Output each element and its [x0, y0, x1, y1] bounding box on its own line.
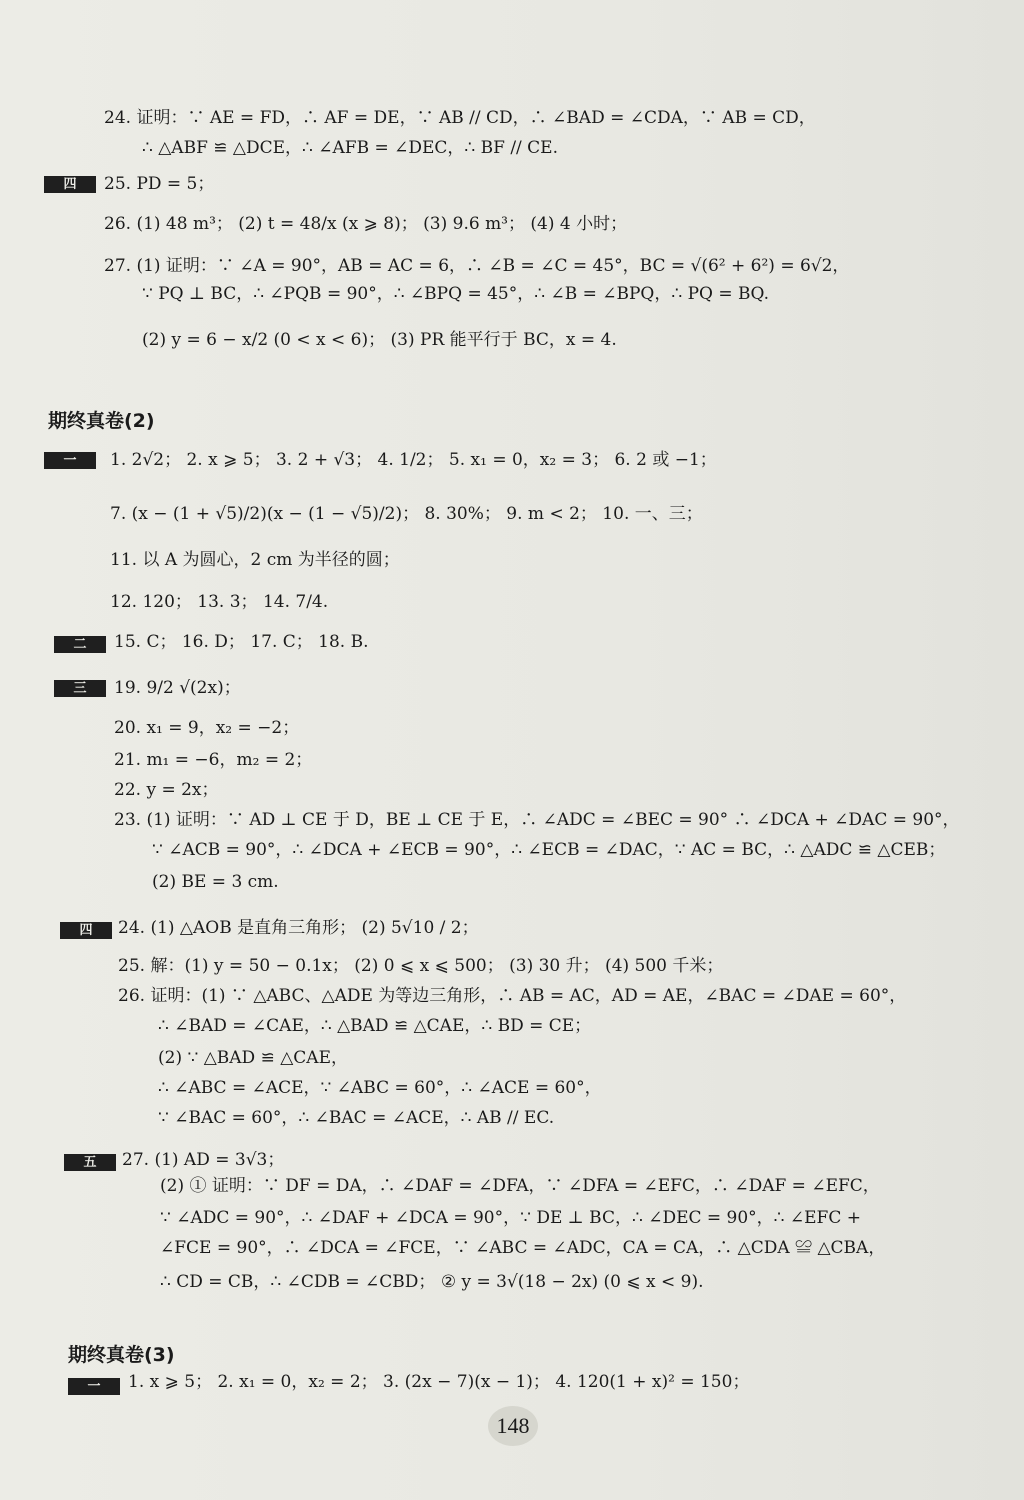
answer-27-line-3: (2) y = 6 − x/2 (0 < x < 6)； (3) PR 能平行于 BC，x = 4. [142, 330, 617, 350]
answer-27b-line-1: 27. (1) AD = 3√3； [122, 1150, 285, 1170]
section-badge-3: 三 [54, 680, 106, 697]
answer-23-line-2: ∵ ∠ACB = 90°，∴ ∠DCA + ∠ECB = 90°，∴ ∠ECB = ∠DAC，∵ AC = BC，∴ △ADC ≌ △CEB； [152, 840, 946, 860]
answer-12-14: 12. 120； 13. 3； 14. 7/4. [110, 592, 329, 612]
answer-19: 19. 9/2 √(2x)； [114, 678, 241, 698]
answer-27b-line-3: ∵ ∠ADC = 90°，∴ ∠DAF + ∠DCA = 90°，∵ DE ⊥ BC，∴ ∠DEC = 90°，∴ ∠EFC + [160, 1208, 862, 1228]
answer-26-line-4: ∴ ∠ABC = ∠ACE，∵ ∠ABC = 60°，∴ ∠ACE = 60°， [158, 1078, 602, 1098]
answer-7-10: 7. (x − (1 + √5)/2)(x − (1 − √5)/2)； 8. 30%； 9. m < 2； 10. 一、三； [110, 504, 703, 524]
answer-20: 20. x₁ = 9，x₂ = −2； [114, 718, 300, 738]
answer-24-line-2: ∴ △ABF ≌ △DCE，∴ ∠AFB = ∠DEC，∴ BF // CE. [142, 138, 558, 158]
answer-26-line-1: 26. 证明：(1) ∵ △ABC、△ADE 为等边三角形，∴ AB = AC，AD = AE，∠BAC = ∠DAE = 60°， [118, 986, 907, 1006]
answer-23-line-1: 23. (1) 证明：∵ AD ⊥ CE 于 D，BE ⊥ CE 于 E，∴ ∠ADC = ∠BEC = 90° ∴ ∠DCA + ∠DAC = 90°， [114, 810, 960, 830]
section-title-exam-3: 期终真卷(3) [68, 1344, 175, 1366]
answer-26-line-5: ∵ ∠BAC = 60°，∴ ∠BAC = ∠ACE，∴ AB // EC. [158, 1108, 555, 1128]
answer-26-line-3: (2) ∵ △BAD ≌ △CAE， [158, 1048, 348, 1068]
answer-11: 11. 以 A 为圆心，2 cm 为半径的圆； [110, 550, 400, 570]
answer-27b-line-4: ∠FCE = 90°，∴ ∠DCA = ∠FCE，∵ ∠ABC = ∠ADC，CA = CA，∴ △CDA ≌ △CBA， [160, 1238, 886, 1258]
section-badge-2: 二 [54, 636, 106, 653]
answer-26-line-2: ∴ ∠BAD = ∠CAE，∴ △BAD ≌ △CAE，∴ BD = CE； [158, 1016, 592, 1036]
answer-27-line-2: ∵ PQ ⊥ BC，∴ ∠PQB = 90°，∴ ∠BPQ = 45°，∴ ∠B = ∠BPQ，∴ PQ = BQ. [142, 284, 769, 304]
answer-21: 21. m₁ = −6，m₂ = 2； [114, 750, 313, 770]
section-badge-4b: 四 [60, 922, 112, 939]
section-badge-4: 四 [44, 176, 96, 193]
answer-27b-line-2: (2) ① 证明：∵ DF = DA，∴ ∠DAF = ∠DFA，∵ ∠DFA = ∠EFC，∴ ∠DAF = ∠EFC， [160, 1176, 880, 1196]
answer-24: 24. (1) △AOB 是直角三角形； (2) 5√10 / 2； [118, 918, 479, 938]
answer-22: 22. y = 2x； [114, 780, 219, 800]
answer-1-6: 1. 2√2； 2. x ⩾ 5； 3. 2 + √3； 4. 1/2； 5. x₁ = 0，x₂ = 3； 6. 2 或 −1； [110, 450, 717, 470]
answer-15-18: 15. C； 16. D； 17. C； 18. B. [114, 632, 369, 652]
page-number: 148 [488, 1406, 538, 1446]
answer-27-line-1: 27. (1) 证明：∵ ∠A = 90°，AB = AC = 6，∴ ∠B = ∠C = 45°，BC = √(6² + 6²) = 6√2， [104, 256, 850, 276]
answer-25: 25. PD = 5； [104, 174, 215, 194]
answer-24-line-1: 24. 证明：∵ AE = FD，∴ AF = DE，∵ AB // CD，∴ ∠BAD = ∠CDA，∵ AB = CD， [104, 108, 816, 128]
answer-27b-line-5: ∴ CD = CB，∴ ∠CDB = ∠CBD； ② y = 3√(18 − 2x) (0 ⩽ x < 9). [160, 1272, 704, 1292]
section-title-exam-2: 期终真卷(2) [48, 410, 155, 432]
section-badge-5: 五 [64, 1154, 116, 1171]
answer-23-line-3: (2) BE = 3 cm. [152, 872, 279, 892]
section-badge-1: 一 [44, 452, 96, 469]
answer-exam3-1-4: 1. x ⩾ 5； 2. x₁ = 0，x₂ = 2； 3. (2x − 7)(x − 1)； 4. 120(1 + x)² = 150； [128, 1372, 750, 1392]
section-badge-1c: 一 [68, 1378, 120, 1395]
answer-26: 26. (1) 48 m³； (2) t = 48/x (x ⩾ 8)； (3) 9.6 m³； (4) 4 小时； [104, 214, 628, 234]
answer-25b: 25. 解：(1) y = 50 − 0.1x； (2) 0 ⩽ x ⩽ 500； (3) 30 升； (4) 500 千米； [118, 956, 724, 976]
